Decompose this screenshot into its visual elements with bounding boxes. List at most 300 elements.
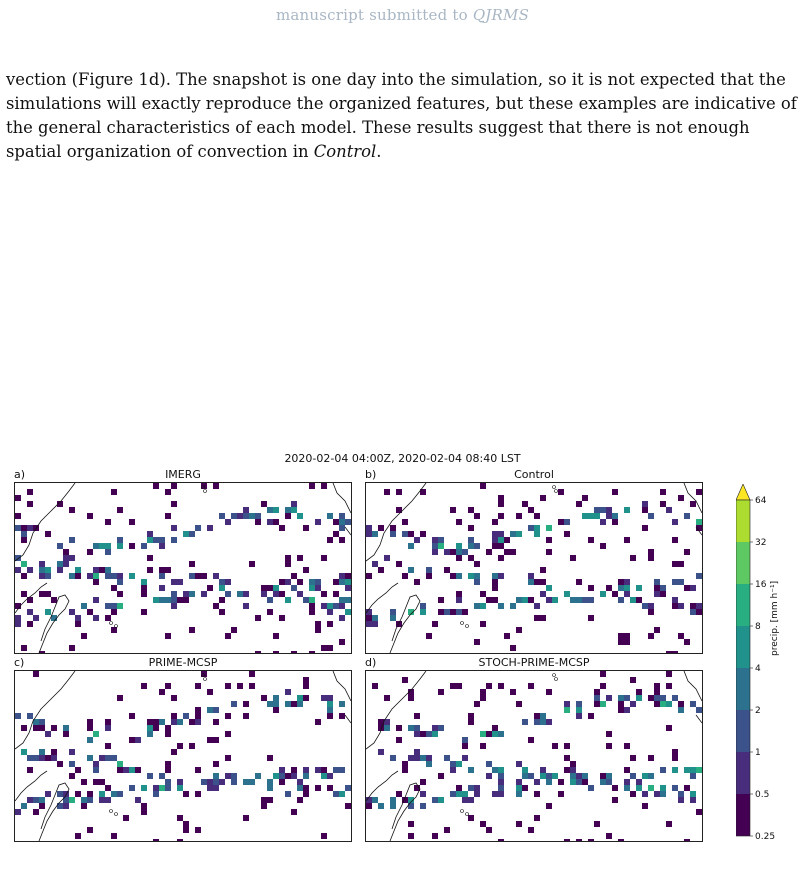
precip-cell: [63, 555, 69, 561]
precip-cell: [672, 579, 678, 585]
precip-cell: [267, 701, 273, 707]
precip-cell: [474, 639, 480, 645]
precip-cell: [510, 549, 516, 555]
precip-cell: [444, 609, 450, 615]
precip-cell: [438, 689, 444, 695]
precip-cell: [648, 755, 654, 761]
precip-cell: [600, 543, 606, 549]
precip-cell: [177, 579, 183, 585]
precip-cell: [333, 519, 339, 525]
precip-cell: [510, 603, 516, 609]
precip-cell: [75, 573, 81, 579]
panel-d-label: d): [365, 656, 377, 669]
precip-cell: [339, 713, 345, 719]
precip-cell: [243, 513, 249, 519]
precip-cell: [207, 779, 213, 785]
panel-b-label: b): [365, 468, 377, 481]
precip-cell: [564, 755, 570, 761]
precip-cell: [57, 791, 63, 797]
precip-cell: [534, 525, 540, 531]
precip-cell: [480, 689, 486, 695]
precip-cell: [99, 567, 105, 573]
precip-cell: [249, 561, 255, 567]
precip-cell: [390, 531, 396, 537]
precip-cell: [558, 519, 564, 525]
precip-cell: [297, 591, 303, 597]
precip-cell: [39, 719, 45, 725]
precip-cell: [219, 609, 225, 615]
precip-cell: [468, 537, 474, 543]
precip-cell: [420, 791, 426, 797]
precip-cell: [504, 537, 510, 543]
precip-cell: [486, 827, 492, 833]
precip-cell: [45, 609, 51, 615]
precip-cell: [594, 821, 600, 827]
precip-cell: [213, 573, 219, 579]
precip-cell: [414, 725, 420, 731]
precip-cell: [303, 567, 309, 573]
precip-cell: [141, 803, 147, 809]
precip-cell: [528, 597, 534, 603]
precip-cell: [129, 785, 135, 791]
precip-cell: [177, 785, 183, 791]
precip-cell: [690, 791, 696, 797]
precip-cell: [366, 531, 372, 537]
precip-cell: [498, 531, 504, 537]
precip-cell: [654, 627, 660, 633]
precip-cell: [279, 779, 285, 785]
precip-cell: [141, 579, 147, 585]
precip-cell: [21, 803, 27, 809]
precip-cell: [408, 567, 414, 573]
precip-cell: [297, 785, 303, 791]
page-header: [0, 6, 805, 24]
colorbar-segment: [736, 626, 750, 668]
precip-cell: [267, 797, 273, 803]
precip-cell: [420, 779, 426, 785]
precip-cell: [303, 683, 309, 689]
precip-cell: [153, 839, 159, 841]
precip-cell: [69, 555, 75, 561]
precip-cell: [630, 677, 636, 683]
precip-cell: [285, 701, 291, 707]
precip-cell: [660, 791, 666, 797]
precip-cell: [213, 785, 219, 791]
precip-cell: [468, 543, 474, 549]
precip-cell: [15, 525, 21, 531]
precip-cell: [648, 609, 654, 615]
precip-cell: [183, 713, 189, 719]
precip-cell: [75, 833, 81, 839]
precip-cell: [267, 785, 273, 791]
precip-cell: [492, 731, 498, 737]
coastline: [684, 671, 702, 701]
precip-cell: [273, 591, 279, 597]
precip-cell: [468, 815, 474, 821]
precip-cell: [498, 731, 504, 737]
precip-cell: [105, 725, 111, 731]
precip-cell: [309, 483, 315, 489]
precip-cell: [321, 773, 327, 779]
precip-cell: [540, 713, 546, 719]
precip-cell: [480, 591, 486, 597]
precip-cell: [117, 591, 123, 597]
precip-cell: [696, 519, 702, 525]
precip-cell: [177, 597, 183, 603]
precip-cell: [339, 767, 345, 773]
precip-cell: [69, 507, 75, 513]
precip-cell: [171, 695, 177, 701]
precip-cell: [213, 719, 219, 725]
precip-cell: [189, 591, 195, 597]
precip-cell: [546, 585, 552, 591]
precip-cell: [660, 585, 666, 591]
precip-cell: [654, 689, 660, 695]
precip-cell: [87, 573, 93, 579]
precip-cell: [315, 585, 321, 591]
precip-cell: [27, 567, 33, 573]
precip-cell: [432, 549, 438, 555]
precip-cell: [255, 651, 261, 653]
precip-cell: [195, 713, 201, 719]
precip-cell: [57, 543, 63, 549]
precip-cell: [534, 791, 540, 797]
precip-cell: [516, 791, 522, 797]
precip-cell: [516, 597, 522, 603]
precip-cell: [207, 737, 213, 743]
paragraph-italic: Control: [313, 142, 377, 161]
precip-cell: [390, 797, 396, 803]
precip-cell: [225, 755, 231, 761]
precip-cell: [588, 785, 594, 791]
precip-cell: [171, 579, 177, 585]
precip-cell: [636, 585, 642, 591]
precip-cell: [315, 519, 321, 525]
precip-cell: [339, 537, 345, 543]
precip-cell: [309, 579, 315, 585]
paragraph-end: .: [376, 142, 382, 161]
precip-cell: [147, 537, 153, 543]
precip-cell: [195, 791, 201, 797]
precip-cell: [480, 731, 486, 737]
precip-cell: [171, 713, 177, 719]
precip-cell: [267, 779, 273, 785]
precip-cell: [576, 773, 582, 779]
precip-cell: [261, 591, 267, 597]
precip-cell: [171, 537, 177, 543]
precip-cell: [468, 525, 474, 531]
precip-cell: [225, 731, 231, 737]
precip-cell: [261, 695, 267, 701]
precip-cell: [93, 573, 99, 579]
colorbar-tick-label: 64: [755, 496, 767, 506]
precip-cell: [390, 803, 396, 809]
precip-cell: [600, 519, 606, 525]
precip-cell: [624, 585, 630, 591]
island-outline: [461, 810, 464, 813]
precip-cell: [189, 627, 195, 633]
precip-cell: [408, 543, 414, 549]
precip-cell: [27, 525, 33, 531]
precip-cell: [21, 531, 27, 537]
precip-cell: [606, 513, 612, 519]
precip-cell: [690, 501, 696, 507]
precip-cell: [468, 797, 474, 803]
precip-cell: [660, 501, 666, 507]
precip-cell: [219, 779, 225, 785]
precip-cell: [267, 597, 273, 603]
panel-c-title: PRIME-MCSP: [148, 656, 218, 669]
colorbar-tick-label: 32: [755, 538, 767, 548]
precip-cell: [297, 555, 303, 561]
precip-cell: [648, 555, 654, 561]
precip-cell: [81, 779, 87, 785]
precip-cell: [327, 603, 333, 609]
precip-cell: [189, 573, 195, 579]
precip-cell: [279, 773, 285, 779]
precip-cell: [171, 597, 177, 603]
precip-cell: [498, 779, 504, 785]
precip-cell: [654, 591, 660, 597]
precip-cell: [165, 513, 171, 519]
precip-cell: [291, 585, 297, 591]
precip-cell: [492, 519, 498, 525]
precip-cell: [339, 579, 345, 585]
precip-cell: [534, 531, 540, 537]
precip-cell: [666, 683, 672, 689]
precip-cell: [378, 803, 384, 809]
precip-cell: [582, 513, 588, 519]
precip-cell: [414, 713, 420, 719]
precip-cell: [378, 749, 384, 755]
precip-cell: [588, 585, 594, 591]
precip-cell: [570, 767, 576, 773]
precip-cell: [648, 633, 654, 639]
precip-cell: [129, 713, 135, 719]
precip-cell: [654, 683, 660, 689]
precip-cell: [648, 549, 654, 555]
precip-cell: [618, 707, 624, 713]
precip-cell: [105, 519, 111, 525]
precip-cell: [372, 561, 378, 567]
precip-cell: [492, 537, 498, 543]
precip-cell: [165, 779, 171, 785]
precip-cell: [678, 707, 684, 713]
precip-cell: [81, 633, 87, 639]
precip-cell: [438, 797, 444, 803]
precip-cell: [105, 719, 111, 725]
precip-cell: [171, 483, 177, 489]
precip-cell: [297, 695, 303, 701]
precip-cell: [39, 755, 45, 761]
precip-cell: [291, 507, 297, 513]
colorbar-extend-arrow: [736, 484, 750, 500]
precip-cell: [273, 585, 279, 591]
island-outline: [110, 810, 113, 813]
precip-cell: [684, 785, 690, 791]
precip-cell: [396, 791, 402, 797]
precip-cell: [153, 483, 159, 489]
precip-cell: [540, 591, 546, 597]
precip-cell: [372, 621, 378, 627]
precip-cell: [696, 707, 702, 713]
precip-cell: [327, 773, 333, 779]
precip-cell: [255, 615, 261, 621]
precip-cell: [684, 639, 690, 645]
precip-cell: [588, 615, 594, 621]
precip-cell: [690, 603, 696, 609]
precip-cell: [570, 597, 576, 603]
precip-cell: [21, 561, 27, 567]
precip-cell: [177, 779, 183, 785]
precip-cell: [207, 689, 213, 695]
precip-cell: [105, 567, 111, 573]
coastline: [390, 595, 420, 653]
precip-cell: [672, 695, 678, 701]
precip-cell: [666, 725, 672, 731]
precip-cell: [666, 671, 672, 677]
precip-cell: [624, 639, 630, 645]
precip-cell: [303, 525, 309, 531]
precip-cell: [678, 561, 684, 567]
precip-cell: [21, 525, 27, 531]
precip-cell: [582, 773, 588, 779]
figure-title: 2020-02-04 04:00Z, 2020-02-04 08:40 LST: [284, 452, 521, 465]
colorbar-tick-label: 16: [755, 580, 767, 590]
precip-cell: [636, 689, 642, 695]
coastline: [15, 771, 47, 801]
precip-cell: [462, 797, 468, 803]
precip-cell: [27, 797, 33, 803]
colorbar-tick-label: 8: [755, 622, 761, 632]
precip-cell: [297, 797, 303, 803]
precip-cell: [480, 743, 486, 749]
precip-cell: [408, 531, 414, 537]
coastline: [333, 483, 351, 513]
precip-cell: [450, 573, 456, 579]
precip-cell: [468, 719, 474, 725]
precip-cell: [606, 585, 612, 591]
precip-cell: [564, 591, 570, 597]
precip-cell: [213, 773, 219, 779]
precip-cell: [384, 695, 390, 701]
precip-cell: [183, 597, 189, 603]
precip-cell: [45, 573, 51, 579]
precip-cell: [189, 743, 195, 749]
precip-cell: [600, 779, 606, 785]
precip-cell: [588, 537, 594, 543]
island-outline: [461, 622, 464, 625]
precip-cell: [534, 513, 540, 519]
precip-cell: [81, 797, 87, 803]
precip-cell: [183, 531, 189, 537]
precip-cell: [15, 621, 21, 627]
precip-cell: [498, 683, 504, 689]
precip-cell: [243, 591, 249, 597]
precip-cell: [468, 785, 474, 791]
precip-cell: [165, 597, 171, 603]
precip-cell: [231, 779, 237, 785]
precip-cell: [219, 597, 225, 603]
precip-cell: [540, 615, 546, 621]
precip-cell: [630, 755, 636, 761]
precip-cell: [195, 525, 201, 531]
precip-cell: [87, 791, 93, 797]
precip-cell: [39, 803, 45, 809]
precip-cell: [183, 827, 189, 833]
coastline: [345, 527, 351, 535]
precip-cell: [402, 677, 408, 683]
precip-cell: [255, 519, 261, 525]
precip-cell: [159, 573, 165, 579]
precip-cell: [498, 543, 504, 549]
precip-cell: [147, 731, 153, 737]
precip-cell: [498, 791, 504, 797]
precip-cell: [696, 603, 702, 609]
precip-cell: [159, 785, 165, 791]
precip-cell: [225, 579, 231, 585]
precip-cell: [165, 725, 171, 731]
colorbar-svg: [736, 484, 796, 842]
precip-cell: [642, 803, 648, 809]
precip-cell: [87, 719, 93, 725]
precip-cell: [492, 767, 498, 773]
precip-cell: [564, 531, 570, 537]
island-outline: [466, 625, 469, 628]
precip-cell: [111, 627, 117, 633]
precip-cell: [624, 633, 630, 639]
precip-cell: [21, 537, 27, 543]
precip-cell: [33, 797, 39, 803]
precip-cell: [21, 591, 27, 597]
precip-cell: [99, 755, 105, 761]
precip-cell: [129, 737, 135, 743]
precip-cell: [105, 785, 111, 791]
precip-cell: [576, 839, 582, 841]
precip-cell: [39, 725, 45, 731]
precip-cell: [63, 791, 69, 797]
precip-cell: [618, 701, 624, 707]
precip-cell: [303, 597, 309, 603]
precip-cell: [177, 815, 183, 821]
precip-cell: [576, 713, 582, 719]
precip-cell: [135, 797, 141, 803]
precip-cell: [195, 767, 201, 773]
precip-cell: [249, 513, 255, 519]
panel-a-map: [14, 482, 352, 654]
island-outline: [553, 674, 556, 677]
precip-cell: [690, 767, 696, 773]
precip-cell: [624, 579, 630, 585]
precip-cell: [303, 791, 309, 797]
precip-cell: [384, 489, 390, 495]
precip-cell: [426, 761, 432, 767]
precip-cell: [414, 731, 420, 737]
precip-cell: [522, 773, 528, 779]
panel-d-title: STOCH-PRIME-MCSP: [478, 656, 590, 669]
precip-cell: [516, 785, 522, 791]
precip-cell: [177, 839, 183, 841]
precip-cell: [201, 591, 207, 597]
precip-cell: [654, 791, 660, 797]
precip-cell: [612, 519, 618, 525]
coastline: [684, 483, 702, 513]
precip-cell: [612, 513, 618, 519]
precip-cell: [213, 737, 219, 743]
precip-cell: [339, 615, 345, 621]
precip-cell: [309, 651, 315, 653]
precip-cell: [339, 513, 345, 519]
